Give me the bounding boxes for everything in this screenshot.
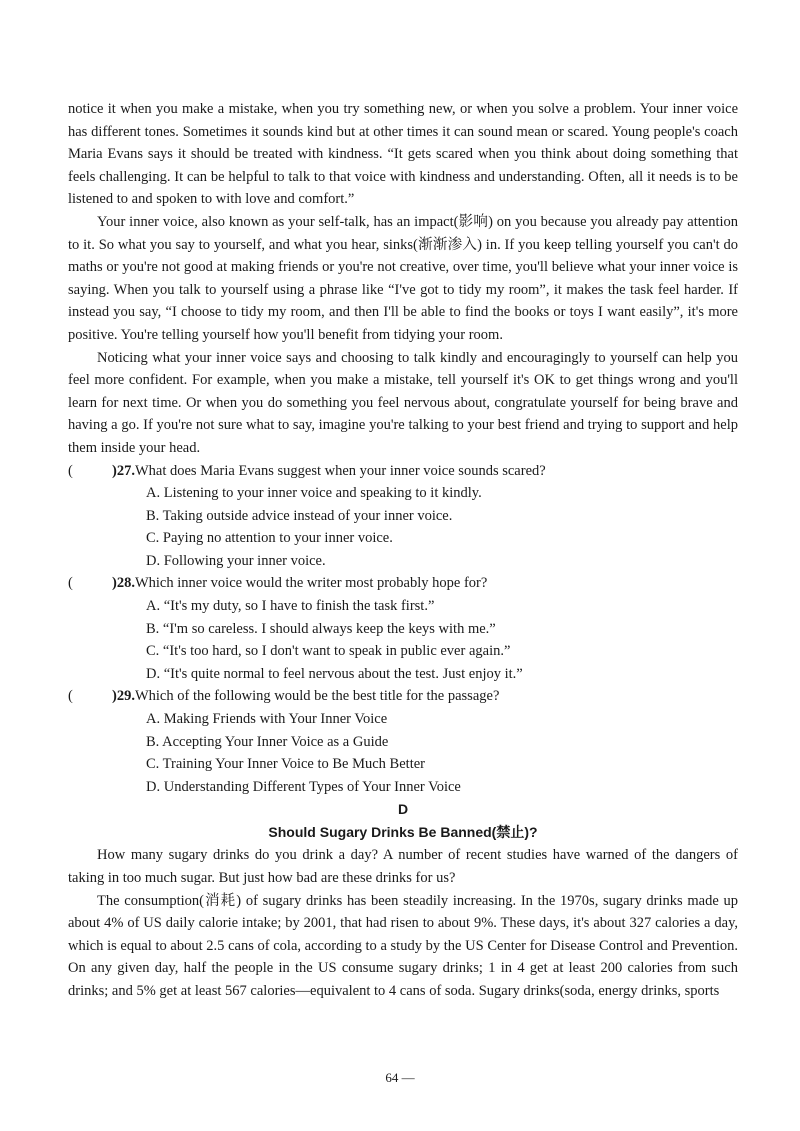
question-29 — [68, 685, 738, 798]
option-c: C. Training Your Inner Voice to Be Much Better — [146, 756, 425, 773]
option-c: C. “It's too hard, so I don't want to speak in public ever again.” — [146, 643, 511, 660]
option-a: A. “It's my duty, so I have to finish the task first.” — [146, 598, 435, 615]
option-d: D. Following your inner voice. — [146, 552, 326, 569]
page-content — [68, 98, 738, 1003]
passage-c-paragraph-3: Noticing what your inner voice says and choosing to talk kindly and encouragingly to yourself can help you feel more confident. For example, when you make a mistake, tell yourself it's OK to get things wrong and you'll learn for next time. Or when you do something you feel nervous about, congratulate yourself for being brave and having a go. If you're not sure what to say, imagine you're talking to your best friend and trying to support and help them inside your head. — [68, 349, 738, 456]
question-stem: Which of the following would be the best title for the passage? — [134, 688, 500, 705]
question-number: )28. — [112, 575, 135, 592]
option-d: D. “It's quite normal to feel nervous about the test. Just enjoy it.” — [146, 665, 523, 682]
passage-d-paragraph-1: How many sugary drinks do you drink a day? A number of recent studies have warned of the dangers of taking in too much sugar. But just how bad are these drinks for us? — [68, 847, 738, 886]
answer-blank[interactable]: ( — [68, 688, 73, 705]
option-b: B. Accepting Your Inner Voice as a Guide — [146, 733, 389, 750]
option-a: A. Making Friends with Your Inner Voice — [146, 711, 388, 728]
option-b: B. Taking outside advice instead of your inner voice. — [146, 507, 453, 524]
option-d: D. Understanding Different Types of Your Inner Voice — [146, 778, 461, 795]
question-stem: What does Maria Evans suggest when your inner voice sounds scared? — [134, 462, 546, 479]
question-number: )29. — [112, 688, 135, 705]
passage-title: Should Sugary Drinks Be Banned(禁止)? — [268, 824, 538, 841]
passage-d-paragraph-2: The consumption(消耗) of sugary drinks has been steadily increasing. In the 1970s, sugary drinks made up about 4% of US daily calorie intake; by 2001, that had risen to about 9%. These days, it's about 327 calories a day, which is equal to about 2.5 cans of cola, according to a study by the US Center for Disease Control and Prevention. On any given day, half the people in the US consume sugary drinks; 1 in 4 get at least 200 calories from such drinks; and 5% get at least 567 calories—equivalent to 4 cans of soda. Sugary drinks(soda, energy drinks, sports — [68, 892, 738, 999]
option-c: C. Paying no attention to your inner voice. — [146, 530, 393, 547]
answer-blank[interactable]: ( — [68, 575, 73, 592]
question-27 — [68, 460, 738, 573]
option-b: B. “I'm so careless. I should always keep the keys with me.” — [146, 620, 496, 637]
question-28 — [68, 572, 738, 685]
answer-blank[interactable]: ( — [68, 462, 73, 479]
passage-c-paragraph-1: notice it when you make a mistake, when you try something new, or when you solve a problem. Your inner voice has different tones. Sometimes it sounds kind but at other times it can sound mean or scared. Young people's coach Maria Evans says it should be treated with kindness. “It gets scared when you think about doing something that feels challenging. It can be helpful to talk to that voice with kindness and understanding. Often, all it needs is to be listened to and spoken to with love and comfort.” — [68, 101, 738, 208]
option-a: A. Listening to your inner voice and speaking to it kindly. — [146, 485, 482, 502]
question-number: )27. — [112, 462, 135, 479]
passage-c-paragraph-2: Your inner voice, also known as your self-talk, has an impact(影响) on you because you already pay attention to it. So what you say to yourself, and what you hear, sinks(渐渐渗入) in. If you keep telling yourself you can't do maths or you're not good at making friends or you're not creative, over time, you'll believe what your inner voice is saying. When you talk to yourself using a phrase like “I've got to tidy my room”, it makes the task feel harder. If instead you say, “I choose to tidy my room, and then I'll be able to find the books or toys I want easily”, it's more positive. You're telling yourself how you'll benefit from tidying your room. — [68, 213, 738, 343]
page-number: 64 — — [385, 1070, 415, 1085]
question-stem: Which inner voice would the writer most probably hope for? — [134, 575, 488, 592]
section-label: D — [397, 801, 409, 818]
